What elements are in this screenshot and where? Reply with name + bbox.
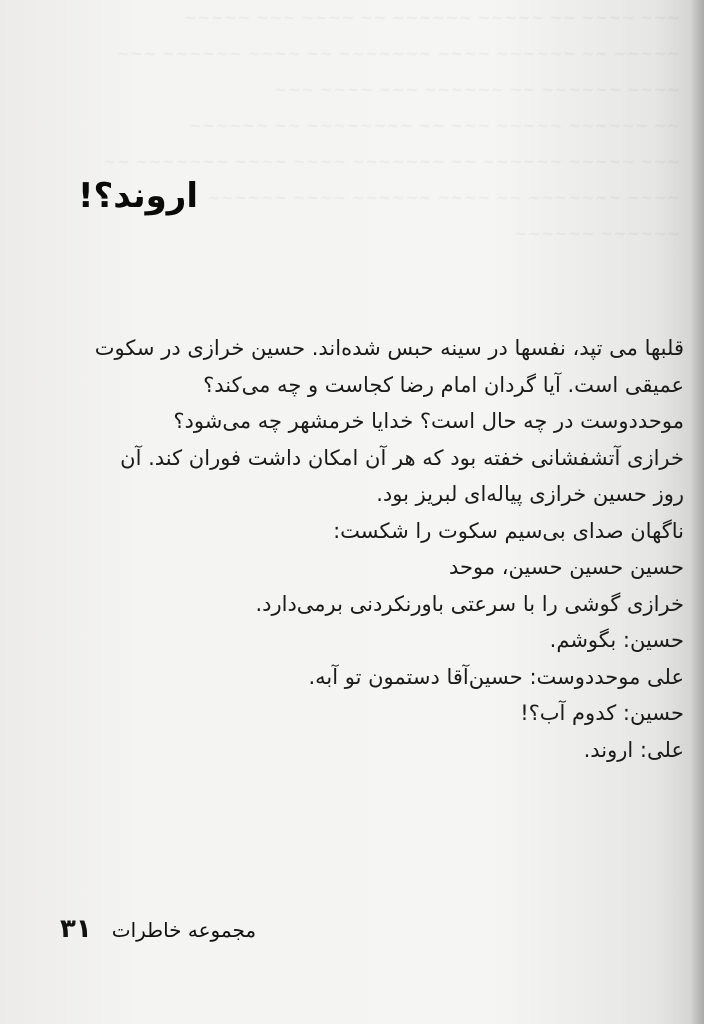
text-line: حسین حسین حسین، موحد (448, 555, 684, 579)
chapter-title: اروند؟! (78, 176, 198, 216)
text-line: قلبها می تپد، نفسها در سینه حبس شده‌اند. حسین خرازی در سکوت (94, 336, 684, 360)
story-text (84, 330, 684, 768)
page-gutter-shadow (690, 0, 704, 1024)
text-line: حسین: کدوم آب؟! (520, 701, 684, 725)
text-line: علی: اروند. (583, 737, 684, 762)
bleed-through-text: ~~~ ~~~~ ~~ ~~~~~ ~~~~~~ ~~ ~~~~ ~~~ ~~~~~ ~~~~~ ~~ ~~~~~~ ~~~~ ~~~~~~~ ~~ ~~~~ ~~~~~~ ~~~ ~~~~ ~~~~~~ ~~ ~~~~~~ ~~~ ~~~~ ~~~ ~~ ~~~~~~ ~~~~~ ~~~ ~~ ~~~~~~~~ ~~ ~~~~~~ ~~~ ~~~~~ ~~~~~~ ~~ ~~~~~~~ ~~~~ ~~~~ ~~~~~~~ ~~ ~~~~ ~~~~~~~ ~~ ~~~~ ~~~~~~ ~~~~ ~~~~~~ ~~~~~~ ~~~~~~ (103, 8, 680, 243)
text-line: حسین: بگوشم. (549, 628, 684, 652)
text-line: روز حسین خرازی پیاله‌ای لبریز بود. (376, 482, 684, 506)
text-line: خرازی آتشفشانی خفته بود که هر آن امکان داشت فوران کند. آن (120, 445, 684, 470)
text-line: موحددوست در چه حال است؟ خدایا خرمشهر چه می‌شود؟ (173, 409, 684, 433)
page-number: ۳۱ (60, 914, 92, 944)
text-line: ناگهان صدای بی‌سیم سکوت را شکست: (333, 518, 684, 543)
text-line: علی موحددوست: حسین‌آقا دستمون تو آبه. (308, 664, 684, 689)
book-title: مجموعه خاطرات (111, 918, 257, 942)
text-line: عمیقی است. آیا گردان امام رضا کجاست و چه می‌کند؟ (203, 372, 684, 397)
text-line: خرازی گوشی را با سرعتی باورنکردنی برمی‌دارد. (255, 591, 684, 616)
page-footer (60, 914, 256, 944)
